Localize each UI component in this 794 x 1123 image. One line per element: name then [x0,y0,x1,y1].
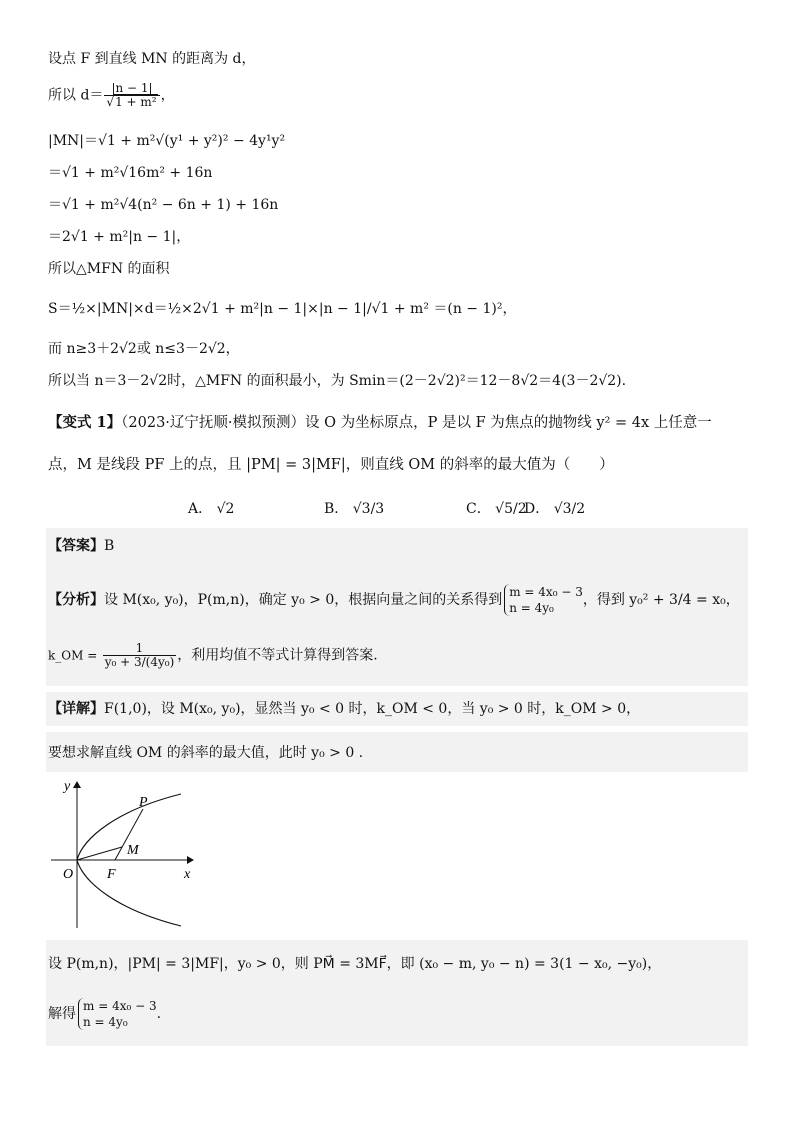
option-b-value: √3/3 [352,501,385,517]
segment-om [77,847,122,860]
solution-line-9: 而 n≥3＋2√2或 n≤3－2√2， [48,341,240,357]
option-d-label: D． [524,501,550,517]
solution-line-4: ＝√1 + m²√16m² + 16n [48,165,213,181]
option-c[interactable] [466,498,527,518]
detail-line-1 [48,700,640,718]
solution-line-1: 设点 F 到直线 MN 的距离为 d， [48,51,256,67]
analysis-label: 【分析】 [48,592,104,608]
option-b-label: B． [324,501,349,517]
analysis-line-1 [48,584,740,616]
variant-text-1: 设 O 为坐标原点，P 是以 F 为焦点的抛物线 y² = 4x 上任意一 [305,415,712,431]
slope-numerator: 1 [103,642,177,656]
answer-line [48,537,114,555]
parabola-figure [47,778,198,934]
parabola-lower [77,860,181,926]
solve-label: 解得 [48,1006,76,1022]
slope-fraction [103,642,177,669]
option-c-label: C． [466,501,491,517]
option-a[interactable] [188,498,234,518]
solution-line-2: 所以 d＝ $\frac{|n - 1|}{\text{√1 + m²}}$ ， [48,81,175,109]
variant-line-1 [48,414,712,432]
analysis-text-1: 设 M(x₀, y₀)，P(m,n)，确定 y₀ > 0，根据向量之间的关系得到 [104,592,503,608]
detail-line-4 [48,998,161,1030]
analysis-system-b: n = 4y₀ [509,601,554,615]
variant-source: （2023·辽宁抚顺·模拟预测） [121,415,306,431]
solution-line-5: ＝√1 + m²√4(n² − 6n + 1) + 16n [48,197,279,213]
detail-line-3: 设 P(m,n)，|PM| = 3|MF|，y₀ > 0，则 PM⃗ = 3MF⃗，即 (x₀ − m, y₀ − n) = 3(1 − x₀, −y₀)， [48,956,662,972]
detail-system [78,998,157,1030]
detail-text-1: F(1,0)，设 M(x₀, y₀)，显然当 y₀ < 0 时，k_OM < 0，当 y₀ > 0 时，k_OM > 0， [104,701,641,717]
label-f: F [107,867,116,882]
solution-line-7: 所以△MFN 的面积 [48,261,170,277]
analysis-text-3: ，利用均值不等式计算得到答案. [177,647,378,664]
solution-line-3: |MN|＝√1 + m²√(y¹ + y²)² − 4y¹y² [48,133,286,149]
option-b[interactable] [324,498,384,518]
option-a-value: √2 [216,501,235,517]
distance-numerator: |n − 1| [104,82,159,96]
detail-system-a: m = 4x₀ − 3 [83,999,157,1013]
analysis-text-2: ，得到 y₀² + 3/4 = x₀， [582,592,740,608]
label-y: y [64,779,71,794]
analysis-system [504,584,583,616]
answer-value: B [104,538,115,554]
detail-system-b: n = 4y₀ [83,1015,128,1029]
solution-line-8: S＝½×|MN|×d＝½×2√1 + m²|n − 1|×|n − 1|/√1 + m² ＝(n − 1)²， [48,301,517,317]
label-x: x [184,867,191,882]
parabola-diagram [47,778,198,934]
distance-fraction: $\frac{|n - 1|}{\text{√1 + m²}}$ [104,82,159,109]
option-a-label: A． [188,501,213,517]
solution-line-10: 所以当 n＝3－2√2时，△MFN 的面积最小，为 Smin＝(2－2√2)²＝12－8√2＝4(3－2√2). [48,373,627,389]
distance-denominator: 1 + m² [115,95,157,109]
variant-line-2: 点，M 是线段 PF 上的点，且 |PM| = 3|MF|，则直线 OM 的斜率的最大值为（ ） [48,457,614,473]
distance-prefix: 所以 d＝ [48,87,104,104]
option-c-value: √5/2 [495,501,527,517]
analysis-line-2 [48,642,378,669]
detail-label: 【详解】 [48,701,104,717]
slope-denominator: y₀ + 3/(4y₀) [104,655,175,669]
label-o: O [63,867,74,882]
detail-end: . [156,1006,162,1022]
solution-line-6: ＝2√1 + m²|n − 1|， [48,229,191,245]
slope-lhs: k_OM = [48,648,98,663]
variant-label: 【变式 1】 [48,414,122,431]
label-m: M [127,843,139,858]
detail-line-2: 要想求解直线 OM 的斜率的最大值，此时 y₀ > 0 . [48,745,364,761]
option-d[interactable] [524,498,585,518]
analysis-system-a: m = 4x₀ − 3 [509,585,583,599]
answer-label: 【答案】 [48,538,104,554]
label-p: P [139,795,148,810]
option-d-value: √3/2 [553,501,586,517]
